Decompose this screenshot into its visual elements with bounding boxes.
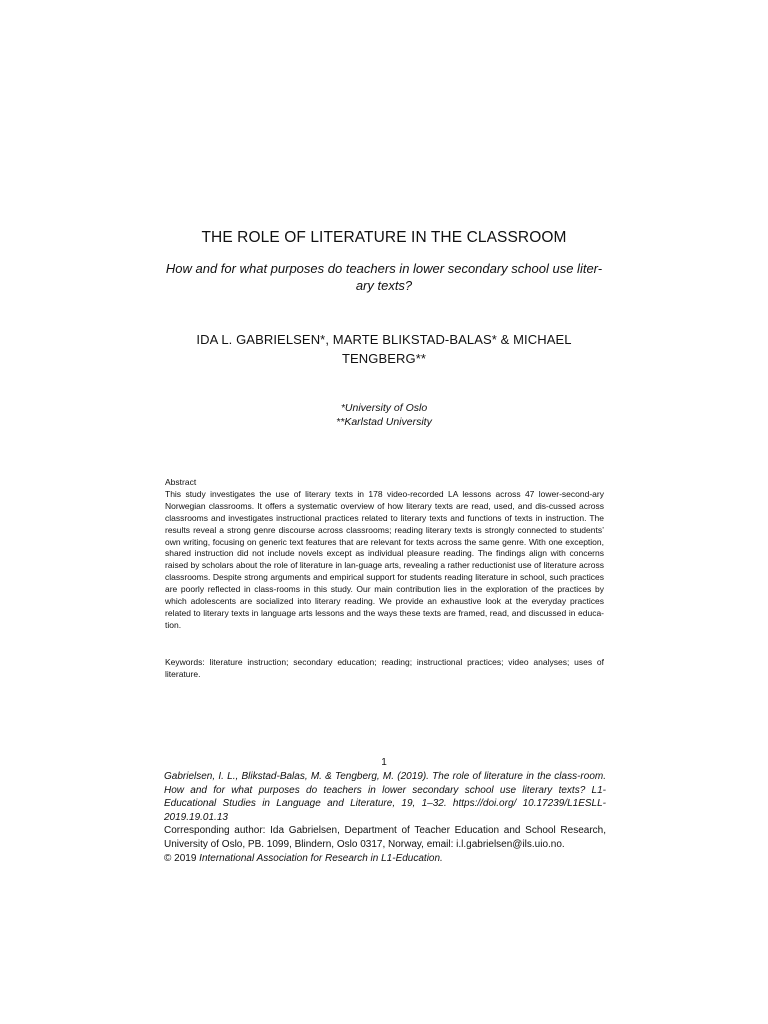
- paper-title: THE ROLE OF LITERATURE IN THE CLASSROOM: [201, 229, 567, 246]
- copyright-notice: [164, 852, 606, 866]
- abstract-heading: Abstract: [165, 477, 197, 487]
- copyright-org: International Association for Research in L1-Education.: [199, 852, 443, 864]
- affiliations: [0, 401, 768, 429]
- abstract-body: This study investigates the use of literary texts in 178 video-recorded LA lessons across 47 lower-second-ary Norwegian classrooms. It offers a systematic overview of how literary texts are read, used, and dis-cussed across classrooms and investigates instructional practices related to literary texts and functions of texts in instruction. The results reveal a strong genre discourse across classrooms; reading literary texts is strongly connected to students’ own writing, focusing on generic text features that are relevant for texts across the same genre. With one exception, shared instruction did not include novels except as individual pleasure reading. The findings align with concerns raised by scholars about the role of literature in lan-guage arts, revealing a rather reductionist use of literature across classrooms. Despite strong arguments and empirical support for students reading literature in school, such practices are poorly reflected in class-rooms in this study. Our main contribution lies in the exploration of the practices by which adolescents are socialized into literary reading. We provide an exhaustive look at the everyday practices related to literary texts in language arts lessons and the ways these texts are framed, read, and discussed in educa-tion.: [165, 488, 604, 630]
- page-number: 1: [381, 757, 387, 768]
- keywords: Keywords: literature instruction; secondary education; reading; instructional practices; video analyses; uses of literature.: [165, 657, 604, 679]
- affiliation-oslo: *University of Oslo: [340, 402, 428, 414]
- paper-subtitle: How and for what purposes do teachers in lower secondary school use liter-ary texts?: [165, 261, 603, 293]
- author-list: IDA L. GABRIELSEN*, MARTE BLIKSTAD-BALAS* & MICHAEL TENGBERG**: [196, 332, 572, 366]
- affiliation-karlstad: **Karlstad University: [336, 416, 432, 428]
- footer-notes: [164, 770, 606, 865]
- citation-text: Gabrielsen, I. L., Blikstad-Balas, M. & Tengberg, M. (2019). The role of literature in the class-room. How and for what purposes do teachers in lower secondary school use literary texts? L1-Educational Studies in Language and Literature, 19, 1–32. https://doi.org/ 10.17239/L1ESLL-2019.19.01.13: [164, 771, 606, 823]
- corresponding-author: Corresponding author: Ida Gabrielsen, Department of Teacher Education and School Research, University of Oslo, PB. 1099, Blindern, Oslo 0317, Norway, email: i.l.gabrielsen@ils.uio.no.: [164, 825, 606, 850]
- abstract-section: [165, 477, 604, 632]
- copyright-prefix: © 2019: [164, 852, 200, 864]
